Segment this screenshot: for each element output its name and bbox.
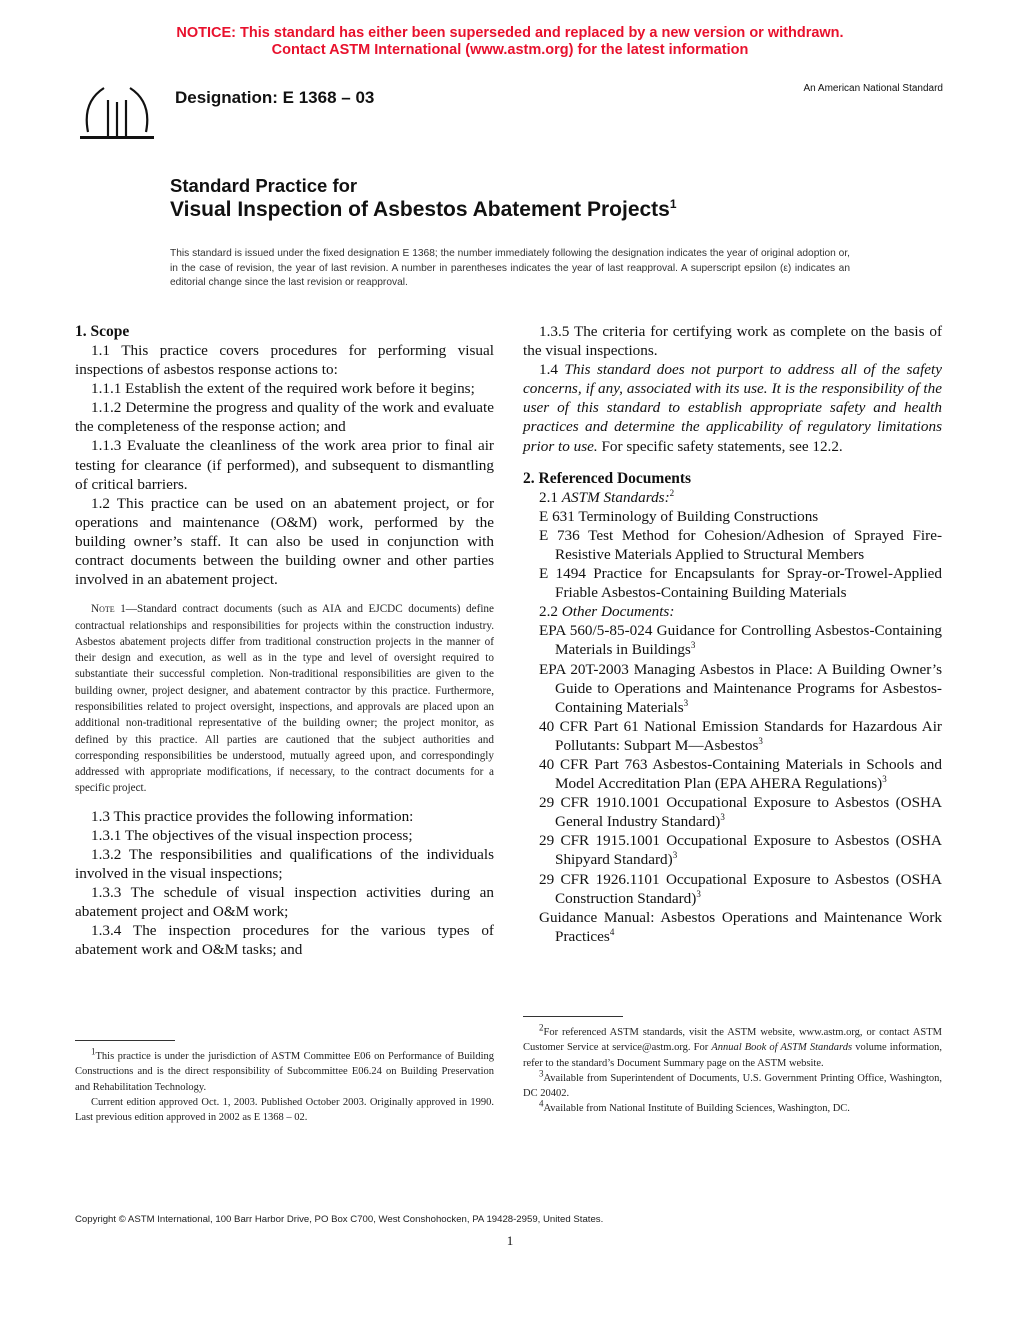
footnote-2-text-b: volume information, refer to the standard’s Document Summary page on the ASTM website. — [523, 1042, 942, 1069]
ref-29cfr1915 — [523, 831, 942, 869]
section-1-heading: 1. Scope — [75, 323, 130, 340]
title-line-1: Standard Practice for — [170, 175, 358, 196]
para-2-2-label: Other Documents: — [561, 603, 675, 621]
ref-sup: 4 — [609, 926, 615, 937]
title-line-2: Visual Inspection of Asbestos Abatement Projects — [170, 198, 670, 221]
ref-sup: 3 — [882, 774, 887, 784]
ref-sup: 3 — [683, 697, 689, 708]
note-1-label: Note 1 — [91, 603, 126, 616]
footnote-2-text-a: For referenced ASTM standards, visit the ASTM website, www.astm.org, or contact ASTM Customer Service at service@astm.org. For — [523, 1027, 942, 1054]
designation: Designation: E 1368 – 03 — [175, 88, 375, 107]
para-2-1-number: 2.1 — [539, 488, 558, 506]
para-1-4 — [523, 360, 942, 455]
para-2-2-number: 2.2 — [539, 603, 558, 621]
left-column — [75, 322, 494, 960]
ref-text: 29 CFR 1926.1101 Occupational Exposure to Asbestos (OSHA Construction Standard) — [539, 870, 942, 907]
para-2-1 — [523, 488, 942, 507]
notice-line-2: Contact ASTM International (www.astm.org) for the latest information — [271, 42, 749, 58]
footnote-4 — [523, 1098, 942, 1116]
footnotes-left — [75, 1040, 494, 1125]
right-column — [523, 322, 942, 946]
footnote-4-number: 4 — [539, 1098, 544, 1109]
ref-text: EPA 20T-2003 Managing Asbestos in Place: A Building Owner’s Guide to Operations and Maintenance Programs for Asbestos-Containing Materials — [539, 660, 942, 716]
ref-e1494: E 1494 Practice for Encapsulants for Spray-or-Trowel-Applied Friable Asbestos-Containing Building Materials — [539, 565, 942, 602]
ref-40cfr763 — [523, 755, 942, 793]
footnote-1-edition: Current edition approved Oct. 1, 2003. Published October 2003. Originally approved in 1990. Last previous edition approved in 2002 as E 1368 – 02. — [75, 1096, 494, 1124]
ref-text: EPA 560/5-85-024 Guidance for Controlling Asbestos-Containing Materials in Buildings — [539, 622, 942, 659]
footnote-3-text: Available from Superintendent of Documents, U.S. Government Printing Office, Washington, DC 20402. — [523, 1072, 942, 1100]
para-1-1-3: 1.1.3 Evaluate the cleanliness of the work area prior to final air testing for clearance (if performed), and subsequent to dismantling of critical barriers. — [75, 437, 494, 493]
ref-epa-560 — [523, 621, 942, 659]
para-2-1-ref: 2 — [669, 487, 675, 498]
para-1-2: 1.2 This practice can be used on an abatement project, or for operations and maintenance (O&M) work, performed by the building owner’s staff. It can also be used in conjunction with contract documents between the building owner and other parties involved in an abatement project. — [75, 494, 494, 589]
issue-statement: This standard is issued under the fixed designation E 1368; the number immediately following the designation indicates the year of original adoption or, in the case of revision, the year of last revision. A number in parentheses indicates the year of last reapproval. A superscript epsilon (ε) indicates an editorial change since the last revision or reapproval. — [170, 248, 850, 288]
para-1-4-tail: For specific safety statements, see 12.2. — [601, 437, 843, 455]
footnote-3-number: 3 — [539, 1068, 544, 1079]
ref-sup: 3 — [696, 888, 701, 899]
para-1-3-4: 1.3.4 The inspection procedures for the various types of abatement work and O&M tasks; and — [75, 922, 494, 959]
ref-text: Guidance Manual: Asbestos Operations and Maintenance Work Practices — [539, 908, 942, 945]
footnotes-right — [523, 1016, 942, 1117]
para-1-1-1: 1.1.1 Establish the extent of the required work before it begins; — [91, 380, 475, 398]
ref-text: 40 CFR Part 763 Asbestos-Containing Materials in Schools and Model Accreditation Plan (EPA AHERA Regulations) — [539, 755, 942, 793]
ref-40cfr61 — [523, 717, 942, 755]
footnote-1-number: 1 — [91, 1046, 96, 1057]
ref-29cfr1910 — [523, 793, 942, 831]
ref-text: 40 CFR Part 61 National Emission Standards for Hazardous Air Pollutants: Subpart M—Asbestos — [539, 717, 942, 754]
withdrawal-notice — [0, 25, 1020, 59]
footnote-1-text: This practice is under the jurisdiction of ASTM Committee E06 on Performance of Building Constructions and is the direct responsibility of Subcommittee E06.24 on Building Preservation and Rehabilitation Technology. — [75, 1051, 494, 1093]
ref-sup: 3 — [672, 850, 678, 861]
american-national-standard-label: An American National Standard — [803, 83, 943, 94]
page-number: 1 — [506, 1233, 514, 1248]
ref-text: 29 CFR 1915.1001 Occupational Exposure to Asbestos (OSHA Shipyard Standard) — [539, 832, 942, 869]
footnote-rule — [75, 1040, 175, 1041]
footnote-3 — [523, 1068, 942, 1102]
para-1-1-2: 1.1.2 Determine the progress and quality of the work and evaluate the completeness of the response action; and — [75, 399, 494, 436]
para-1-3: 1.3 This practice provides the following information: — [91, 807, 414, 825]
para-1-1: 1.1 This practice covers procedures for performing visual inspections of asbestos response actions to: — [75, 342, 494, 379]
ref-sup: 3 — [720, 812, 725, 823]
title-footnote-ref: 1 — [669, 197, 677, 211]
ref-e736: E 736 Test Method for Cohesion/Adhesion of Sprayed Fire-Resistive Materials Applied to Structural Members — [539, 526, 942, 563]
ref-sup: 3 — [758, 735, 763, 746]
notice-line-1: NOTICE: This standard has either been superseded and replaced by a new version or withdrawn. — [176, 25, 844, 41]
ref-sup: 3 — [690, 640, 696, 651]
para-1-4-number: 1.4 — [539, 361, 558, 379]
para-1-4-italic: This standard does not purport to address all of the safety concerns, if any, associated with its use. It is the responsibility of the user of this standard to establish appropriate safety and health practices and determine the applicability of regulatory limitations prior to use. — [523, 361, 943, 455]
para-1-3-5: 1.3.5 The criteria for certifying work as complete on the basis of the visual inspections. — [523, 323, 942, 360]
ref-e631: E 631 Terminology of Building Constructions — [539, 507, 819, 525]
footnote-1 — [75, 1046, 494, 1095]
para-2-1-label: ASTM Standards: — [561, 488, 670, 506]
note-1 — [75, 601, 494, 797]
para-1-3-2: 1.3.2 The responsibilities and qualifications of the individuals involved in the visual inspections; — [75, 845, 494, 883]
document-title — [170, 175, 677, 223]
note-1-text: —Standard contract documents (such as AIA and EJCDC documents) define contractual relationships and responsibilities for projects within the construction industry. Asbestos abatement projects differ from traditional construction projects in the manner of their design and execution, as well as in the type and level of oversight required to substantiate their successful completion. Non-traditional responsibilities are given to the building owner, project designer, and abatement contractor by this practice. Furthermore, responsibilities related to project oversight, inspections, and approvals are placed upon an additional non-traditional representative of the building owner; the project monitor, as defined by this practice. All parties are cautioned that the subject authorities and corresponding responsibilities be understood, mutually agreed upon, and correspondingly addressed with appropriate modifications, if necessary, to the contract documents for a specific project. — [75, 603, 494, 795]
ref-29cfr1926 — [523, 870, 942, 908]
footnote-2-number: 2 — [539, 1022, 544, 1033]
footnote-4-text: Available from National Institute of Building Sciences, Washington, DC. — [543, 1103, 850, 1115]
para-1-3-3: 1.3.3 The schedule of visual inspection activities during an abatement project and O&M work; — [75, 884, 494, 921]
para-1-3-1: 1.3.1 The objectives of the visual inspection process; — [91, 826, 413, 844]
para-2-2 — [523, 602, 942, 621]
copyright: Copyright © ASTM International, 100 Barr Harbor Drive, PO Box C700, West Conshohocken, PA 19428-2959, United States. — [75, 1214, 604, 1225]
ref-epa-20t — [523, 660, 942, 717]
ref-guidance-manual — [523, 908, 942, 946]
footnote-2-italic: Annual Book of ASTM Standards — [711, 1042, 853, 1054]
astm-logo — [74, 80, 160, 150]
ref-text: 29 CFR 1910.1001 Occupational Exposure to Asbestos (OSHA General Industry Standard) — [539, 794, 942, 831]
section-2-heading: 2. Referenced Documents — [523, 469, 692, 487]
footnote-rule — [523, 1016, 623, 1017]
footnote-2 — [523, 1022, 942, 1071]
